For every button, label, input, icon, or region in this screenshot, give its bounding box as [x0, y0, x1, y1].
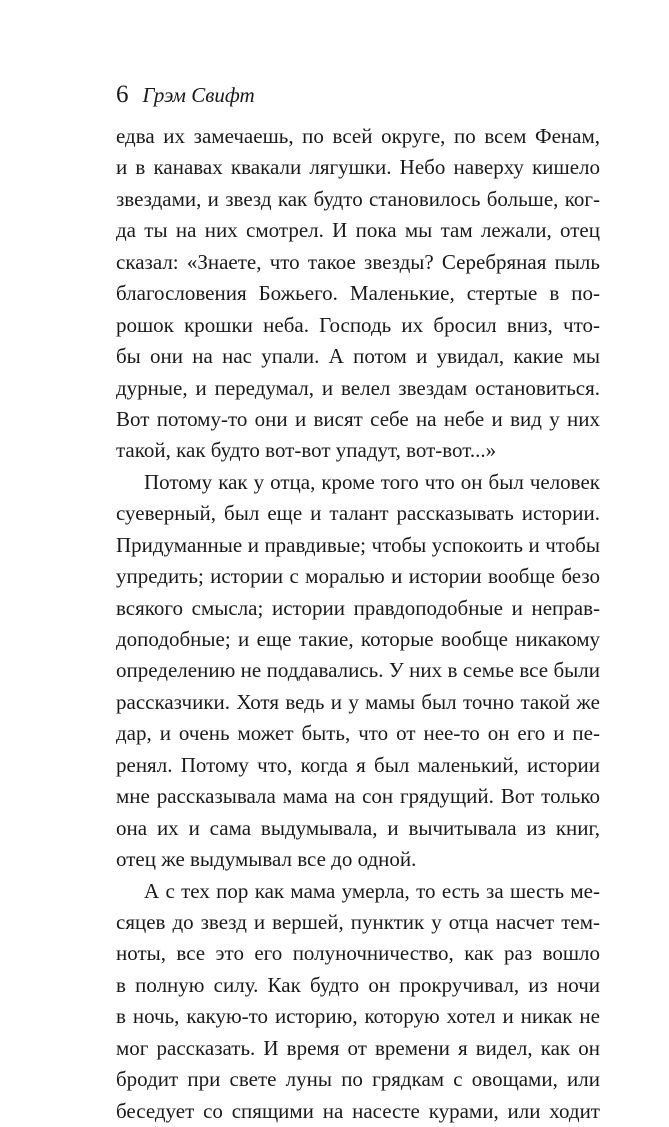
paragraph-3 [116, 876, 600, 1127]
text-line: да ты на них смотрел. И пока мы там лежали, отец [116, 215, 600, 246]
text-line: благословения Божьего. Маленькие, стертые в по- [116, 278, 600, 309]
text-line: беседует со спящими на насесте курами, или ходит [116, 1096, 600, 1127]
text-line: упредить; истории с моралью и истории вообще безо [116, 561, 600, 592]
text-line: дар, и очень может быть, что от нее-то он его и пе- [116, 718, 600, 749]
text-line: сяцев до звезд и вершей, пунктик у отца насчет тем- [116, 907, 600, 938]
text-line: мне рассказывала мама на сон грядущий. Вот только [116, 781, 600, 812]
text-line: А с тех пор как мама умерла, то есть за шесть ме- [116, 876, 600, 907]
running-head [116, 80, 596, 116]
text-line: Вот потому-то они и висят себе на небе и вид у них [116, 404, 600, 435]
text-line: мог рассказать. И время от времени я видел, как он [116, 1033, 600, 1064]
text-line: ренял. Потому что, когда я был маленький, истории [116, 750, 600, 781]
text-line: доподобные; и еще такие, которые вообще никакому [116, 624, 600, 655]
text-line: и в канавах квакали лягушки. Небо наверху кишело [116, 152, 600, 183]
text-line: бы они на нас упали. А потом и увидал, какие мы [116, 341, 600, 372]
text-line: определению не поддавались. У них в семье все были [116, 655, 600, 686]
text-line: Потому как у отца, кроме того что он был человек [116, 467, 600, 498]
text-line: отец же выдумывал все до одной. [116, 844, 600, 875]
text-line: она их и сама выдумывала, и вычитывала из книг, [116, 813, 600, 844]
text-line: дурные, и передумал, и велел звездам остановиться. [116, 373, 600, 404]
text-line: ноты, все это его полуночничество, как раз вошло [116, 938, 600, 969]
body-text [116, 121, 600, 1127]
text-line: звездами, и звезд как будто становилось больше, ког- [116, 184, 600, 215]
text-line: сказал: «Знаете, что такое звезды? Серебряная пыль [116, 247, 600, 278]
paragraph-2 [116, 467, 600, 876]
text-line: рошок крошки неба. Господь их бросил вниз, что- [116, 310, 600, 341]
page-number: 6 [116, 80, 129, 110]
running-head-author: Грэм Свифт [143, 80, 255, 110]
text-line: такой, как будто вот-вот упадут, вот-вот...» [116, 435, 600, 466]
text-line: едва их замечаешь, по всей округе, по всем Фенам, [116, 121, 600, 152]
text-line: суеверный, был еще и талант рассказывать истории. [116, 498, 600, 529]
paragraph-1 [116, 121, 600, 467]
text-line: рассказчики. Хотя ведь и у мамы был точно такой же [116, 687, 600, 718]
text-line: всякого смысла; истории правдоподобные и неправ- [116, 593, 600, 624]
text-line: в ночь, какую-то историю, которую хотел и никак не [116, 1001, 600, 1032]
text-line: в полную силу. Как будто он прокручивал, из ночи [116, 970, 600, 1001]
text-line: Придуманные и правдивые; чтобы успокоить и чтобы [116, 530, 600, 561]
text-line: бродит при свете луны по грядкам с овощами, или [116, 1064, 600, 1095]
